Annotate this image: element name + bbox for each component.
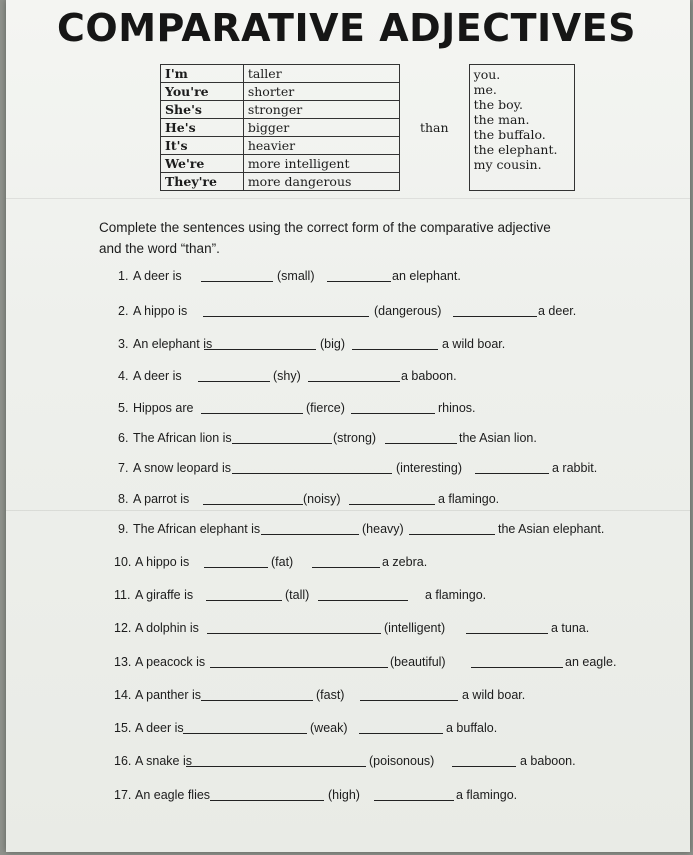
- answer-blank[interactable]: [453, 304, 537, 317]
- answer-blank[interactable]: [352, 337, 438, 350]
- sentence-number: 13.: [114, 655, 132, 669]
- object-item: the buffalo.: [473, 127, 546, 142]
- sentence-number: 1.: [118, 269, 129, 283]
- adjective-hint: (noisy): [303, 492, 341, 506]
- adjective-cell: more intelligent: [243, 155, 399, 173]
- object-item: the man.: [473, 112, 530, 127]
- sentence-start: An eagle flies: [135, 788, 211, 802]
- sentence-end: the Asian elephant.: [498, 522, 605, 536]
- answer-blank[interactable]: [201, 688, 313, 701]
- adjective-cell: taller: [243, 65, 399, 83]
- sentence-start: An elephant is: [133, 337, 213, 351]
- sentence-number: 15.: [114, 721, 132, 735]
- answer-blank[interactable]: [312, 555, 380, 568]
- sentence-end: a flamingo.: [438, 492, 500, 506]
- answer-blank[interactable]: [466, 621, 548, 634]
- answer-blank[interactable]: [207, 621, 381, 634]
- sentence-end: a wild boar.: [442, 337, 506, 351]
- adjective-hint: (shy): [273, 369, 301, 383]
- comparative-table: [160, 64, 575, 191]
- adjective-hint: (dangerous): [374, 304, 442, 318]
- sentence-start: A peacock is: [135, 655, 206, 669]
- answer-blank[interactable]: [210, 655, 388, 668]
- answer-blank[interactable]: [327, 269, 391, 282]
- sentence-end: a zebra.: [382, 555, 428, 569]
- sentence-number: 6.: [118, 431, 129, 445]
- sentence-start: A snake is: [135, 754, 192, 768]
- answer-blank[interactable]: [201, 269, 273, 282]
- sentence-number: 7.: [118, 461, 129, 475]
- sentence-number: 9.: [118, 522, 129, 536]
- adjective-hint: (strong): [333, 431, 377, 445]
- sentence-start: A dolphin is: [135, 621, 199, 635]
- adjective-cell: more dangerous: [243, 173, 399, 191]
- sentence-start: The African lion is: [133, 431, 232, 445]
- adjective-hint: (high): [328, 788, 360, 802]
- sentence-number: 11.: [114, 588, 131, 602]
- answer-blank[interactable]: [186, 754, 366, 767]
- sentence-number: 16.: [114, 754, 132, 768]
- sentence-end: a baboon.: [520, 754, 576, 768]
- adjective-hint: (beautiful): [390, 655, 446, 669]
- answer-blank[interactable]: [374, 788, 454, 801]
- answer-blank[interactable]: [475, 461, 549, 474]
- answer-blank[interactable]: [206, 588, 282, 601]
- answer-blank[interactable]: [203, 492, 303, 505]
- sentence-number: 14.: [114, 688, 132, 702]
- answer-blank[interactable]: [318, 588, 408, 601]
- sentence-number: 8.: [118, 492, 129, 506]
- object-item: me.: [473, 82, 497, 97]
- instructions-line: Complete the sentences using the correct form of the comparative adjective: [99, 220, 551, 235]
- answer-blank[interactable]: [232, 431, 332, 444]
- object-item: you.: [473, 67, 501, 82]
- sentence-end: a flamingo.: [456, 788, 518, 802]
- sentence-start: A hippo is: [133, 304, 188, 318]
- adjective-cell: shorter: [243, 83, 399, 101]
- subject-cell: I'm: [161, 65, 244, 83]
- answer-blank[interactable]: [261, 522, 359, 535]
- adjective-hint: (tall): [285, 588, 310, 602]
- than-cell: than: [399, 65, 469, 191]
- answer-blank[interactable]: [201, 401, 303, 414]
- answer-blank[interactable]: [183, 721, 307, 734]
- sentence-end: a baboon.: [401, 369, 457, 383]
- subject-cell: You're: [161, 83, 244, 101]
- sentence-number: 3.: [118, 337, 129, 351]
- sentence-end: an elephant.: [392, 269, 461, 283]
- sentence-start: The African elephant is: [133, 522, 261, 536]
- page-title: COMPARATIVE ADJECTIVES: [57, 6, 636, 50]
- subject-cell: It's: [161, 137, 244, 155]
- sentence-start: A deer is: [135, 721, 184, 735]
- answer-blank[interactable]: [360, 688, 458, 701]
- adjective-hint: (poisonous): [369, 754, 435, 768]
- adjective-hint: (interesting): [396, 461, 462, 475]
- sentence-number: 12.: [114, 621, 132, 635]
- sentence-end: a tuna.: [551, 621, 590, 635]
- adjective-cell: heavier: [243, 137, 399, 155]
- sentence-start: A hippo is: [135, 555, 190, 569]
- sentence-start: A panther is: [135, 688, 202, 702]
- sentence-end: an eagle.: [565, 655, 617, 669]
- sentence-number: 17.: [114, 788, 132, 802]
- answer-blank[interactable]: [351, 401, 435, 414]
- instructions-line: and the word “than”.: [99, 241, 220, 256]
- sentence-number: 4.: [118, 369, 129, 383]
- sentence-end: a buffalo.: [446, 721, 498, 735]
- sentence-end: the Asian lion.: [459, 431, 537, 445]
- sentence-start: A deer is: [133, 269, 182, 283]
- answer-blank[interactable]: [452, 754, 516, 767]
- instructions: [99, 217, 629, 259]
- adjective-hint: (fast): [316, 688, 345, 702]
- adjective-hint: (fierce): [306, 401, 345, 415]
- sentence-number: 10.: [114, 555, 132, 569]
- answer-blank[interactable]: [385, 431, 457, 444]
- objects-cell: [469, 65, 574, 191]
- answer-blank[interactable]: [204, 555, 268, 568]
- subject-cell: They're: [161, 173, 244, 191]
- paper-fold-line: [6, 510, 690, 511]
- sentence-end: rhinos.: [438, 401, 476, 415]
- answer-blank[interactable]: [308, 369, 400, 382]
- subject-cell: She's: [161, 101, 244, 119]
- sentence-end: a rabbit.: [552, 461, 598, 475]
- object-item: the boy.: [473, 97, 524, 112]
- subject-cell: He's: [161, 119, 244, 137]
- sentence-end: a wild boar.: [462, 688, 526, 702]
- sentence-start: A parrot is: [133, 492, 190, 506]
- subject-cell: We're: [161, 155, 244, 173]
- answer-blank[interactable]: [198, 369, 270, 382]
- sentence-number: 5.: [118, 401, 129, 415]
- adjective-hint: (intelligent): [384, 621, 446, 635]
- answer-blank[interactable]: [359, 721, 443, 734]
- sentence-end: a flamingo.: [425, 588, 487, 602]
- adjective-hint: (big): [320, 337, 346, 351]
- adjective-hint: (fat): [271, 555, 294, 569]
- answer-blank[interactable]: [409, 522, 495, 535]
- answer-blank[interactable]: [203, 304, 369, 317]
- answer-blank[interactable]: [232, 461, 392, 474]
- adjective-hint: (heavy): [362, 522, 404, 536]
- sentence-start: A deer is: [133, 369, 182, 383]
- answer-blank[interactable]: [471, 655, 563, 668]
- answer-blank[interactable]: [210, 788, 324, 801]
- answer-blank[interactable]: [204, 337, 316, 350]
- adjective-cell: bigger: [243, 119, 399, 137]
- object-item: my cousin.: [473, 157, 542, 172]
- sentence-number: 2.: [118, 304, 129, 318]
- sentence-start: Hippos are: [133, 401, 194, 415]
- sentence-start: A snow leopard is: [133, 461, 231, 475]
- paper-fold-line: [6, 198, 690, 199]
- sentence-start: A giraffe is: [135, 588, 194, 602]
- object-item: the elephant.: [473, 142, 558, 157]
- adjective-cell: stronger: [243, 101, 399, 119]
- answer-blank[interactable]: [349, 492, 435, 505]
- adjective-hint: (weak): [310, 721, 348, 735]
- adjective-hint: (small): [277, 269, 315, 283]
- sentence-end: a deer.: [538, 304, 577, 318]
